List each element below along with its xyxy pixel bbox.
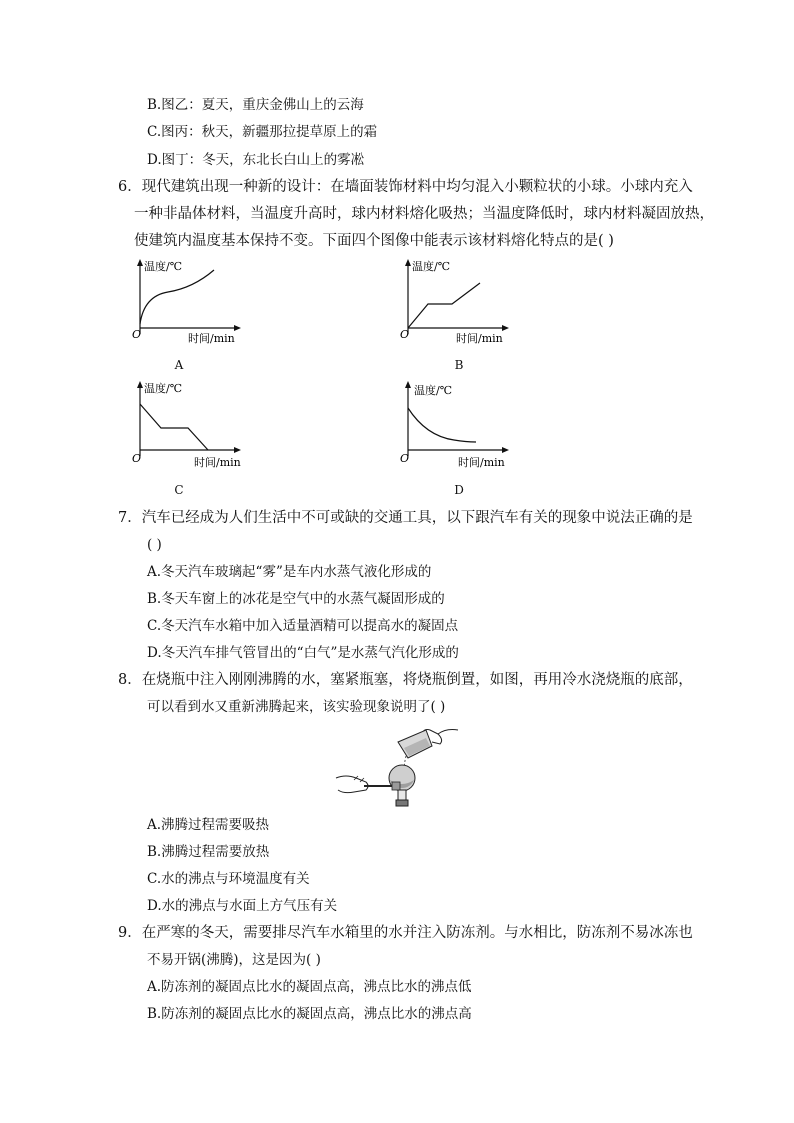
graph-c-xlabel: 时间/min <box>194 456 241 469</box>
graph-c-label: C <box>174 483 184 497</box>
graph-c-origin: O <box>132 452 142 465</box>
q9-option-b: B.防冻剂的凝固点比水的凝固点高，沸点比水的沸点高 <box>147 1006 472 1022</box>
q7-option-b: B.冬天车窗上的冰花是空气中的水蒸气凝固形成的 <box>147 591 445 607</box>
q8-option-a: A.沸腾过程需要吸热 <box>147 817 270 833</box>
graph-d-label: D <box>454 483 464 497</box>
q5-option-d: D.图丁：冬天，东北长白山上的雾凇 <box>147 152 365 168</box>
q9-stem-line2: 不易开锅(沸腾)，这是因为( ) <box>147 952 321 968</box>
graph-a-xlabel: 时间/min <box>188 332 235 345</box>
graph-b-origin: O <box>400 328 410 341</box>
graph-a-origin: O <box>132 328 142 341</box>
graph-b-label: B <box>454 358 464 372</box>
q7-option-d: D.冬天汽车排气管冒出的“白气”是水蒸气汽化形成的 <box>147 645 459 661</box>
q7-stem-line1: 7．汽车已经成为人们生活中不可或缺的交通工具，以下跟汽车有关的现象中说法正确的是 <box>118 510 693 526</box>
q6-stem-line2: 一种非晶体材料，当温度升高时，球内材料熔化吸热；当温度降低时，球内材料凝固放热， <box>134 206 714 222</box>
graph-d <box>396 378 516 470</box>
q9-option-a: A.防冻剂的凝固点比水的凝固点高，沸点比水的沸点低 <box>147 979 472 995</box>
graph-c-ylabel: 温度/℃ <box>144 382 183 395</box>
q8-option-c: C.水的沸点与环境温度有关 <box>147 871 310 887</box>
q6-stem-line1: 6．现代建筑出现一种新的设计：在墙面装饰材料中均匀混入小颗粒状的小球。小球内充入 <box>118 179 693 195</box>
graph-b-xlabel: 时间/min <box>456 332 503 345</box>
graph-a-label: A <box>174 358 184 372</box>
graph-b <box>396 256 516 348</box>
q8-stem-line2: 可以看到水又重新沸腾起来，该实验现象说明了( ) <box>147 699 446 715</box>
q5-option-b: B.图乙：夏天，重庆金佛山上的云海 <box>147 97 364 113</box>
q5-option-c: C.图丙：秋天，新疆那拉提草原上的霜 <box>147 124 378 140</box>
graph-c <box>128 378 248 470</box>
q7-option-a: A.冬天汽车玻璃起“雾”是车内水蒸气液化形成的 <box>147 564 432 580</box>
graph-d-origin: O <box>400 452 410 465</box>
graph-a <box>128 256 248 348</box>
q8-stem-line1: 8．在烧瓶中注入刚刚沸腾的水，塞紧瓶塞，将烧瓶倒置，如图，再用冷水浇烧瓶的底部， <box>118 672 693 688</box>
graph-d-ylabel: 温度/℃ <box>414 384 453 397</box>
q7-stem-line2: ( ) <box>147 537 162 553</box>
q8-option-b: B.沸腾过程需要放热 <box>147 844 270 860</box>
q8-option-d: D.水的沸点与水面上方气压有关 <box>147 898 338 914</box>
inverted-flask-illustration <box>334 720 466 812</box>
q7-option-c: C.冬天汽车水箱中加入适量酒精可以提高水的凝固点 <box>147 618 459 634</box>
graph-d-xlabel: 时间/min <box>458 456 505 469</box>
graph-b-ylabel: 温度/℃ <box>412 260 451 273</box>
q9-stem-line1: 9．在严寒的冬天，需要排尽汽车水箱里的水并注入防冻剂。与水相比，防冻剂不易冰冻也 <box>118 925 693 941</box>
graph-a-ylabel: 温度/℃ <box>144 260 183 273</box>
q6-stem-line3: 使建筑内温度基本保持不变。下面四个图像中能表示该材料熔化特点的是( ) <box>134 233 614 249</box>
